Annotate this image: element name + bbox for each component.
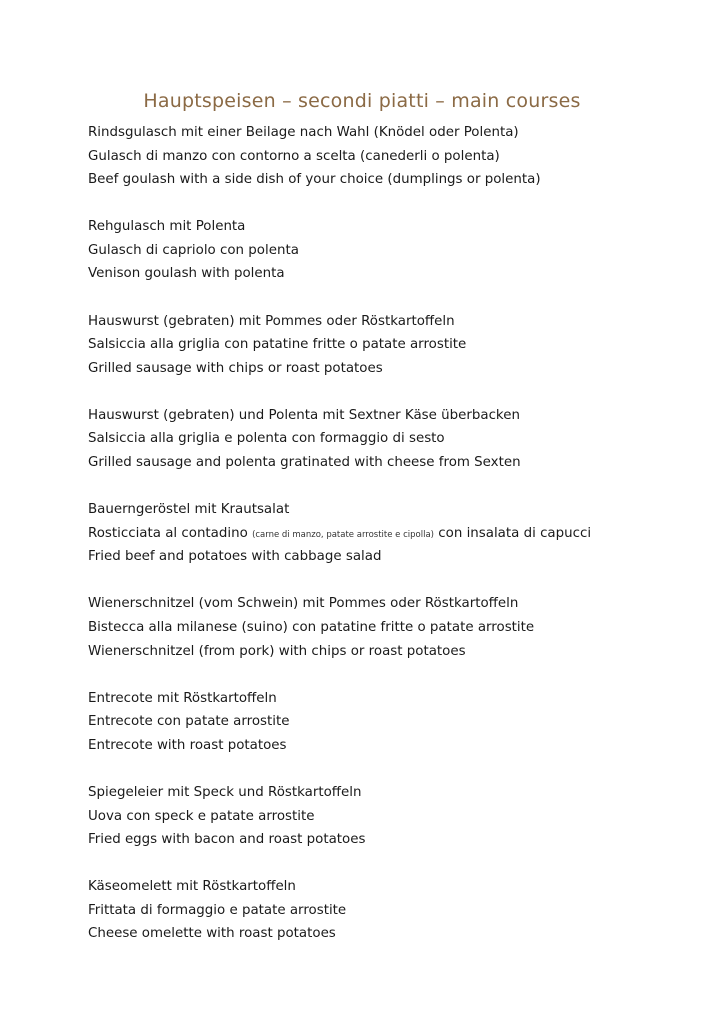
dish-name-de: Hauswurst (gebraten) und Polenta mit Sextner Käse überbacken bbox=[88, 407, 520, 423]
dish-name-en: Grilled sausage with chips or roast potatoes bbox=[88, 360, 383, 376]
dish-name-it: Salsiccia alla griglia e polenta con formaggio di sesto bbox=[88, 431, 445, 447]
dish-fried-eggs bbox=[88, 781, 708, 852]
dish-name-it: Uova con speck e patate arrostite bbox=[88, 808, 315, 824]
dish-name-it: Entrecote con patate arrostite bbox=[88, 714, 290, 730]
dish-name-en: Venison goulash with polenta bbox=[88, 266, 285, 282]
dish-name-it-main: Rosticciata al contadino bbox=[88, 525, 248, 541]
dish-name-de: Wienerschnitzel (vom Schwein) mit Pommes oder Röstkartoffeln bbox=[88, 596, 519, 612]
dish-name-it bbox=[88, 522, 708, 546]
dish-name-en: Entrecote with roast potatoes bbox=[88, 737, 287, 753]
dish-name-it: Salsiccia alla griglia con patatine fritte o patate arrostite bbox=[88, 337, 467, 353]
dish-ingredients-note: (carne di manzo, patate arrostite e cipolla) bbox=[252, 529, 434, 540]
dish-name-it: Frittata di formaggio e patate arrostite bbox=[88, 902, 347, 918]
dish-name-en: Fried beef and potatoes with cabbage salad bbox=[88, 549, 382, 565]
dish-name-en: Wienerschnitzel (from pork) with chips or roast potatoes bbox=[88, 643, 466, 659]
dish-name-de: Rehgulasch mit Polenta bbox=[88, 219, 246, 235]
dish-name-it: Bistecca alla milanese (suino) con patatine fritte o patate arrostite bbox=[88, 620, 535, 635]
dish-name-de: Spiegeleier mit Speck und Röstkartoffeln bbox=[88, 784, 362, 800]
dish-name-de: Entrecote mit Röstkartoffeln bbox=[88, 690, 277, 706]
dish-grilled-sausage bbox=[88, 310, 708, 381]
dish-venison-goulash bbox=[88, 215, 708, 286]
menu-list bbox=[88, 121, 708, 970]
page-title: Hauptspeisen – secondi piatti – main courses bbox=[143, 90, 581, 112]
dish-name-en: Grilled sausage and polenta gratinated with cheese from Sexten bbox=[88, 455, 521, 471]
dish-sausage-polenta bbox=[88, 404, 708, 475]
dish-wienerschnitzel bbox=[88, 592, 708, 663]
dish-name-en: Beef goulash with a side dish of your choice (dumplings or polenta) bbox=[88, 172, 541, 188]
dish-name-de: Bauerngeröstel mit Krautsalat bbox=[88, 502, 290, 518]
dish-name-it: Gulasch di manzo con contorno a scelta (canederli o polenta) bbox=[88, 148, 500, 164]
dish-name-it: Gulasch di capriolo con polenta bbox=[88, 242, 299, 258]
dish-name-de: Hauswurst (gebraten) mit Pommes oder Röstkartoffeln bbox=[88, 313, 455, 329]
dish-entrecote bbox=[88, 687, 708, 758]
dish-name-en: Cheese omelette with roast potatoes bbox=[88, 926, 336, 942]
dish-name-de: Rindsgulasch mit einer Beilage nach Wahl (Knödel oder Polenta) bbox=[88, 125, 519, 140]
dish-name-de: Käseomelett mit Röstkartoffeln bbox=[88, 879, 296, 895]
dish-name-it-end: con insalata di capucci bbox=[438, 525, 592, 541]
dish-name-en: Fried eggs with bacon and roast potatoes bbox=[88, 832, 366, 848]
dish-bauerngeroestel bbox=[88, 498, 708, 569]
dish-cheese-omelette bbox=[88, 875, 708, 946]
dish-beef-goulash bbox=[88, 121, 708, 192]
